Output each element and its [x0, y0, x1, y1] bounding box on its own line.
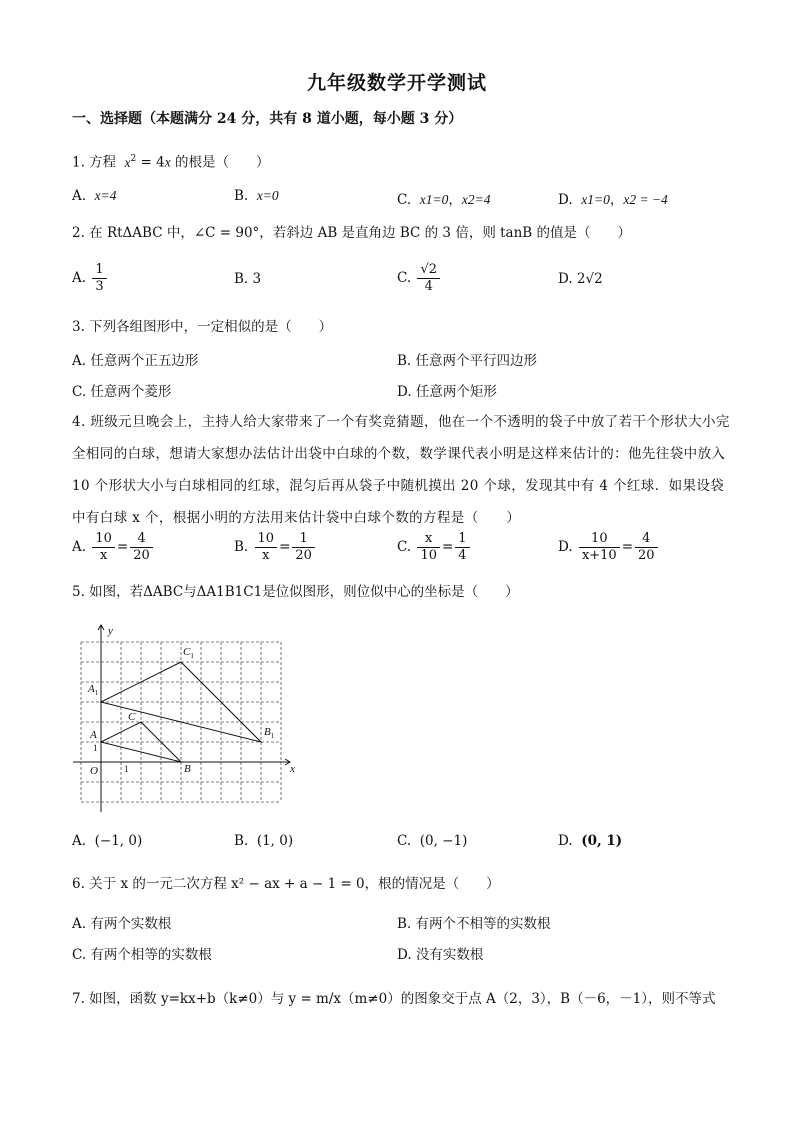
- q4-option-b[interactable]: B. $\frac{10}{x}$ = $\frac{1}{20}$: [234, 531, 317, 564]
- q1-option-b[interactable]: B. x=0: [234, 188, 279, 204]
- q5-option-c[interactable]: C. (0, −1): [397, 833, 468, 849]
- question-6: 6. 关于 x 的一元二次方程 x² − ax + a − 1 = 0，根的情况是（ ）: [72, 876, 500, 892]
- q4-option-d[interactable]: D. $\frac{10}{x+10}$ = $\frac{4}{20}$: [558, 531, 660, 564]
- question-3: 3. 下列各组图形中，一定相似的是（ ）: [72, 319, 333, 335]
- x-tick-1: 1: [124, 764, 129, 774]
- q5-option-b[interactable]: B. (1, 0): [234, 833, 294, 849]
- q6-option-a[interactable]: A. 有两个实数根: [72, 916, 172, 932]
- q2-option-b[interactable]: B. 3: [234, 271, 262, 287]
- q1-suffix: 的根是（ ）: [174, 154, 270, 171]
- q1-option-d[interactable]: D. x1=0，x2 = −4: [558, 192, 668, 208]
- y-tick-1: 1: [93, 743, 98, 753]
- q2-option-c[interactable]: C. $\frac{√2}{4}$: [397, 262, 442, 295]
- point-c1-label: $C_1$: [183, 646, 194, 660]
- q1-prefix: 1. 方程: [72, 154, 117, 171]
- question-1: 1. 方程 $x^2 = 4x$ 的根是（ ）: [72, 154, 270, 171]
- x-axis-label: x: [290, 763, 295, 775]
- y-axis-label: y: [108, 625, 113, 637]
- point-a-label: A: [90, 729, 97, 741]
- q5-option-d[interactable]: D. (0, 1): [558, 833, 623, 849]
- q2-option-d[interactable]: D. 2√2: [558, 271, 603, 287]
- question-2: 2. 在 RtΔABC 中，∠C = 90°，若斜边 AB 是直角边 BC 的 3 倍，则 tanB 的值是（ ）: [72, 225, 631, 241]
- point-b-label: B: [184, 763, 191, 775]
- section-heading: 一、选择题（本题满分 24 分，共有 8 道小题，每小题 3 分）: [72, 111, 463, 127]
- q1-option-c[interactable]: C. x1=0，x2=4: [397, 192, 491, 208]
- question-4: 4. 班级元旦晚会上，主持人给大家带来了一个有奖竞猜题，他在一个不透明的袋子中放了若干个形状大小完全相同的白球，想请大家想办法估计出袋中白球的个数，数学课代表小明是这样来估计的：他先往袋中放入 10 个形状大小与白球相同的红球，混匀后再从袋子中随机摸出 20 个球，发现其中有 4 个红球．如果设袋中有白球 x 个，根据小明的方法用来估计袋中白球个数的方程是（ ）: [72, 414, 730, 526]
- point-b1-label: $B_1$: [264, 726, 275, 740]
- page-title: 九年级数学开学测试: [306, 72, 487, 94]
- q1-option-a[interactable]: A. x=4: [72, 188, 117, 204]
- q5-option-a[interactable]: A. (−1, 0): [72, 833, 143, 849]
- origin-label: O: [90, 765, 98, 777]
- q2-option-a[interactable]: A. $\frac{1}{3}$: [72, 262, 109, 295]
- question-7: 7. 如图，函数 y=kx+b（k≠0）与 y = m/x（m≠0）的图象交于点 A（2，3），B（－6，－1），则不等式: [72, 991, 716, 1007]
- point-c-label: C: [128, 711, 136, 723]
- q3-option-c[interactable]: C. 任意两个菱形: [72, 384, 172, 400]
- q3-option-a[interactable]: A. 任意两个正五边形: [72, 353, 199, 369]
- point-a1-label: $A_1$: [88, 683, 99, 697]
- question-5: 5. 如图，若ΔABC与ΔA1B1C1是位似图形，则位似中心的坐标是（ ）: [72, 584, 519, 600]
- q6-option-c[interactable]: C. 有两个相等的实数根: [72, 947, 212, 963]
- similar-triangles-figure: [68, 620, 303, 815]
- q4-option-c[interactable]: C. $\frac{x}{10}$ = $\frac{1}{4}$: [397, 531, 472, 564]
- q6-option-b[interactable]: B. 有两个不相等的实数根: [397, 916, 551, 932]
- q6-option-d[interactable]: D. 没有实数根: [397, 947, 484, 963]
- q3-option-b[interactable]: B. 任意两个平行四边形: [397, 353, 538, 369]
- q3-option-d[interactable]: D. 任意两个矩形: [397, 384, 497, 400]
- q4-option-a[interactable]: A. $\frac{10}{x}$ = $\frac{4}{20}$: [72, 531, 155, 564]
